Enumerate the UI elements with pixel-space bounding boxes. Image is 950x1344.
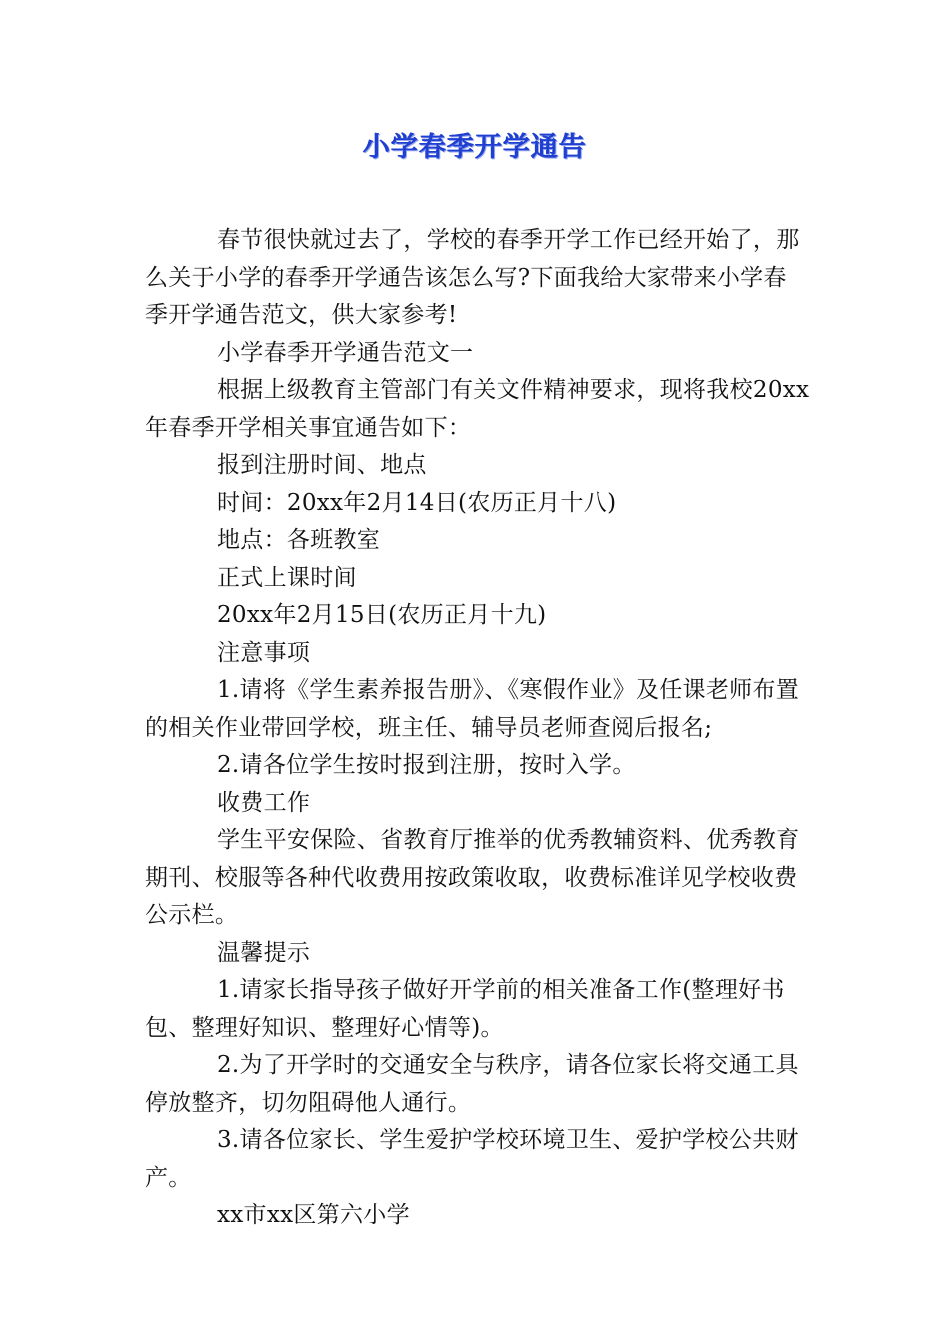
document-title: 小学春季开学通告 xyxy=(363,132,587,163)
paragraph-registration-place: 地点：各班教室 xyxy=(217,527,381,553)
paragraph-notice-lead: 根据上级教育主管部门有关文件精神要求，现将我校20xx年春季开学相关事宜通告如下： xyxy=(145,377,810,441)
paragraph-signature: xx市xx区第六小学 xyxy=(217,1202,410,1228)
paragraph-class-start-date: 20xx年2月15日(农历正月十九) xyxy=(217,602,547,628)
paragraph-note-1: 1.请将《学生素养报告册》、《寒假作业》及任课老师布置的相关作业带回学校，班主任、辅导员老师查阅后报名; xyxy=(145,677,800,741)
document-body xyxy=(145,222,810,1235)
section-heading-fees: 收费工作 xyxy=(217,789,311,816)
section-heading-class-start: 正式上课时间 xyxy=(217,564,357,591)
paragraph-reminder-2: 2.为了开学时的交通安全与秩序，请各位家长将交通工具停放整齐，切勿阻碍他人通行。 xyxy=(145,1052,799,1116)
paragraph-intro: 春节很快就过去了，学校的春季开学工作已经开始了，那么关于小学的春季开学通告该怎么写?下面我给大家带来小学春季开学通告范文，供大家参考! xyxy=(145,227,800,328)
section-heading-notes: 注意事项 xyxy=(217,639,311,666)
section-heading-reminders: 温馨提示 xyxy=(217,939,311,966)
paragraph-registration-time: 时间：20xx年2月14日(农历正月十八) xyxy=(217,489,617,516)
paragraph-fees: 学生平安保险、省教育厅推举的优秀教辅资料、优秀教育期刊、校服等各种代收费用按政策收取，收费标准详见学校收费公示栏。 xyxy=(145,827,800,928)
paragraph-reminder-3: 3.请各位家长、学生爱护学校环境卫生、爱护学校公共财产。 xyxy=(145,1127,799,1191)
paragraph-sample-heading: 小学春季开学通告范文一 xyxy=(217,339,474,366)
paragraph-reminder-1: 1.请家长指导孩子做好开学前的相关准备工作(整理好书包、整理好知识、整理好心情等)。 xyxy=(145,977,785,1041)
section-heading-registration: 报到注册时间、地点 xyxy=(217,452,427,478)
paragraph-note-2: 2.请各位学生按时报到注册，按时入学。 xyxy=(217,752,636,778)
